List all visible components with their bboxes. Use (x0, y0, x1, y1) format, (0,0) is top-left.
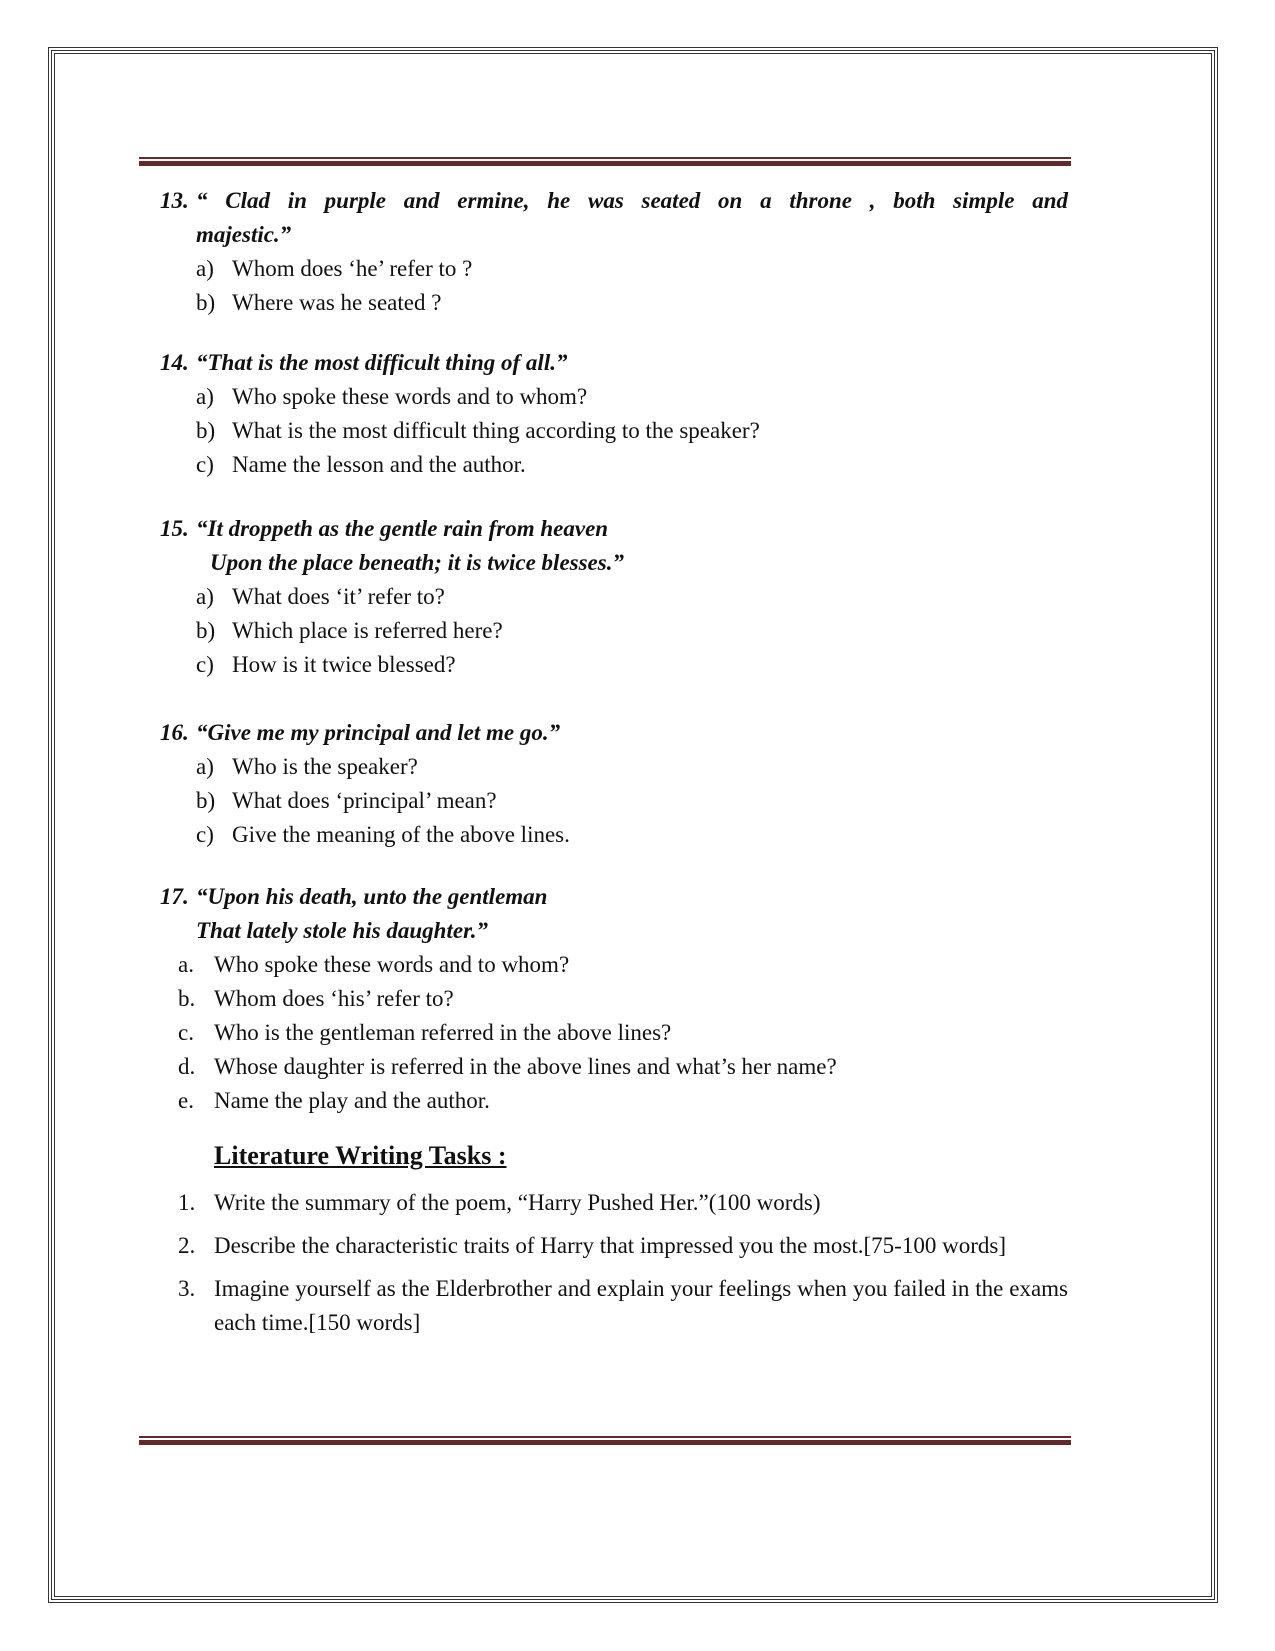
quote-line: “Give me my principal and let me go.” (196, 720, 561, 745)
list-item (160, 1050, 1068, 1084)
list-item (160, 380, 1068, 414)
list-item (160, 1084, 1068, 1118)
task-item (160, 1186, 1068, 1220)
item-label: b) (196, 618, 216, 643)
item-label: e. (178, 1088, 194, 1113)
list-item (160, 982, 1068, 1016)
item-text: Who is the speaker? (232, 754, 418, 779)
item-text: Name the lesson and the author. (232, 452, 526, 477)
item-text: How is it twice blessed? (232, 652, 456, 677)
item-label: b. (178, 986, 196, 1011)
quote-line: “Upon his death, unto the gentleman (196, 884, 548, 909)
item-text: Imagine yourself as the Elderbrother and explain your feelings when you failed in the exams each time.[150 words] (214, 1276, 1068, 1335)
list-item (160, 948, 1068, 982)
question-14 (160, 346, 1068, 482)
question-number: 15. (160, 516, 189, 541)
quote-line: “That is the most difficult thing of all.” (196, 350, 568, 375)
item-text: Who spoke these words and to whom? (232, 384, 588, 409)
quote-line: majestic.” (196, 222, 292, 247)
section-heading: Literature Writing Tasks : (214, 1141, 507, 1170)
item-text: Which place is referred here? (232, 618, 503, 643)
quote-line: “ Clad in purple and ermine, he was seated on a throne , both simple and (196, 188, 1068, 213)
question-number: 16. (160, 720, 189, 745)
item-label: b) (196, 788, 216, 813)
writing-tasks (160, 1139, 1068, 1349)
item-text: Whom does ‘he’ refer to ? (232, 256, 473, 281)
item-text: What is the most difficult thing according to the speaker? (232, 418, 760, 443)
item-label: c) (196, 452, 214, 477)
list-item (160, 750, 1068, 784)
item-text: Whose daughter is referred in the above lines and what’s her name? (214, 1054, 837, 1079)
item-text: What does ‘principal’ mean? (232, 788, 497, 813)
question-number: 14. (160, 350, 189, 375)
item-text: Whom does ‘his’ refer to? (214, 986, 454, 1011)
task-item (160, 1229, 1068, 1263)
list-item (160, 448, 1068, 482)
item-label: 3. (178, 1276, 196, 1301)
item-text: Where was he seated ? (232, 290, 442, 315)
item-label: c) (196, 822, 214, 847)
list-item (160, 614, 1068, 648)
list-item (160, 784, 1068, 818)
item-label: 1. (178, 1190, 196, 1215)
list-item (160, 648, 1068, 682)
item-text: Name the play and the author. (214, 1088, 490, 1113)
item-label: c. (178, 1020, 194, 1045)
list-item (160, 580, 1068, 614)
item-label: d. (178, 1054, 196, 1079)
item-text: Write the summary of the poem, “Harry Pushed Her.”(100 words) (214, 1190, 821, 1215)
list-item (160, 1016, 1068, 1050)
question-17 (160, 880, 1068, 1118)
item-text: Give the meaning of the above lines. (232, 822, 570, 847)
question-16 (160, 716, 1068, 852)
item-text: What does ‘it’ refer to? (232, 584, 445, 609)
list-item (160, 252, 1068, 286)
item-label: a) (196, 256, 214, 281)
header-rule (139, 157, 1071, 166)
quote-line: That lately stole his daughter.” (196, 918, 489, 943)
item-label: c) (196, 652, 214, 677)
item-text: Describe the characteristic traits of Harry that impressed you the most.[75-100 words] (214, 1233, 1006, 1258)
quote-line: “It droppeth as the gentle rain from heaven (196, 516, 609, 541)
item-label: b) (196, 418, 216, 443)
item-label: a) (196, 384, 214, 409)
item-label: a) (196, 584, 214, 609)
task-item (160, 1272, 1068, 1340)
quote-line: Upon the place beneath; it is twice blesses.” (210, 550, 624, 575)
item-label: a) (196, 754, 214, 779)
item-label: 2. (178, 1233, 196, 1258)
footer-rule (139, 1436, 1071, 1445)
item-text: Who spoke these words and to whom? (214, 952, 570, 977)
item-text: Who is the gentleman referred in the above lines? (214, 1020, 672, 1045)
question-number: 13. (160, 188, 189, 213)
list-item (160, 414, 1068, 448)
list-item (160, 286, 1068, 320)
item-label: a. (178, 952, 194, 977)
question-number: 17. (160, 884, 189, 909)
question-15 (160, 512, 1068, 682)
item-label: b) (196, 290, 216, 315)
list-item (160, 818, 1068, 852)
question-13 (160, 184, 1068, 320)
